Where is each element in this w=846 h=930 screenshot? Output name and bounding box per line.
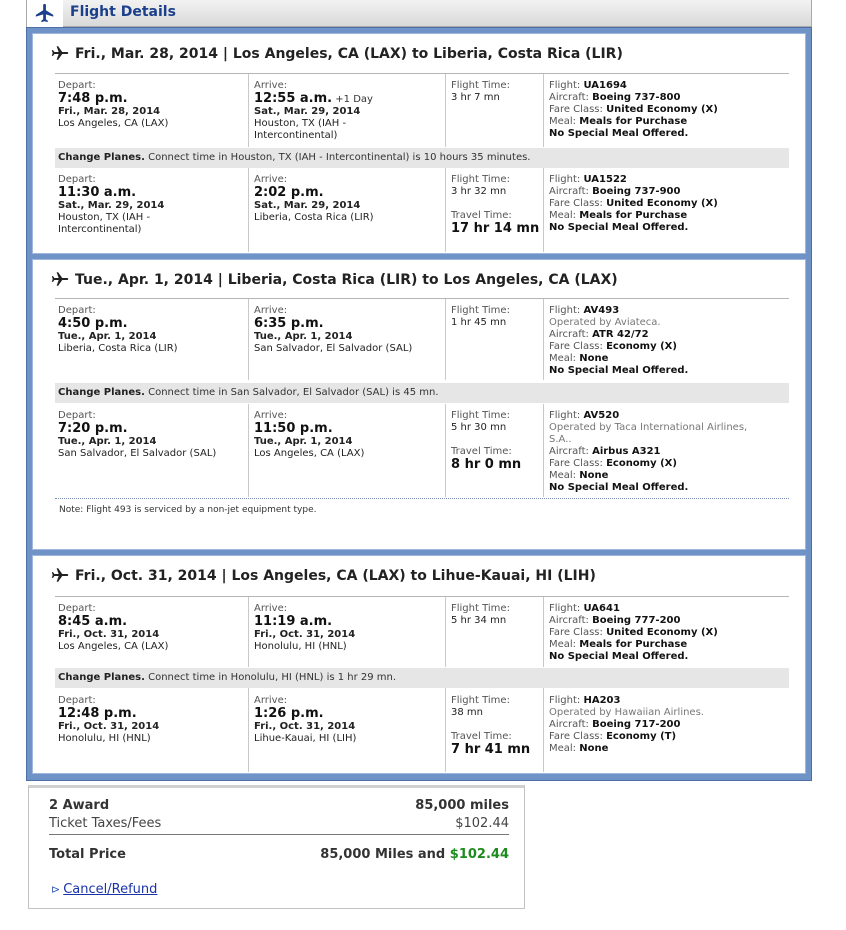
- flight-number: AV493: [583, 305, 620, 316]
- award-row: 2 Award 85,000 miles: [49, 798, 509, 813]
- travel-time: 17 hr 14 mn: [451, 221, 540, 236]
- column-divider: [445, 688, 446, 772]
- header-title: Flight Details: [70, 4, 176, 20]
- departure-time: 7:20 p.m.: [58, 421, 128, 436]
- segment-title: Tue., Apr. 1, 2014 | Liberia, Costa Rica (LIR) to Los Angeles, CA (LAX): [51, 272, 618, 288]
- flight-info-block: Flight: UA1522 Aircraft: Boeing 737-900 Fare Class: United Economy (X) Meal: Meals for Purchase No Special Meal Offered.: [549, 174, 718, 233]
- leg-divider: [55, 298, 789, 299]
- departure-block: Depart: 11:30 a.m. Sat., Mar. 29, 2014 Houston, TX (IAH - Intercontinental): [58, 174, 165, 235]
- dotted-divider: [55, 498, 789, 499]
- column-divider: [248, 74, 249, 147]
- leg-divider: [55, 596, 789, 597]
- arrival-block: Arrive: 2:02 p.m. Sat., Mar. 29, 2014 Liberia, Costa Rica (LIR): [254, 174, 374, 223]
- departure-block: Depart: 4:50 p.m. Tue., Apr. 1, 2014 Liberia, Costa Rica (LIR): [58, 305, 178, 354]
- arrival-time: 2:02 p.m.: [254, 185, 324, 200]
- total-cash: $102.44: [449, 847, 509, 862]
- flight-info-block: Flight: AV493 Operated by Aviateca. Aircraft: ATR 42/72 Fare Class: Economy (X) Meal: None No Special Meal Offered.: [549, 305, 689, 376]
- departure-block: Depart: 7:20 p.m. Tue., Apr. 1, 2014 San Salvador, El Salvador (SAL): [58, 410, 217, 459]
- segment-title: Fri., Mar. 28, 2014 | Los Angeles, CA (LAX) to Liberia, Costa Rica (LIR): [51, 46, 623, 62]
- equipment-note: Note: Flight 493 is serviced by a non-jet equipment type.: [59, 505, 317, 515]
- flight-time-block: Flight Time: 38 mn Travel Time: 7 hr 41 mn: [451, 695, 531, 757]
- arrival-block: Arrive: 6:35 p.m. Tue., Apr. 1, 2014 San Salvador, El Salvador (SAL): [254, 305, 413, 354]
- arrival-block: Arrive: 12:55 a.m. +1 Day Sat., Mar. 29, 2014 Houston, TX (IAH - Intercontinental): [254, 80, 373, 141]
- flight-number: UA1694: [583, 80, 627, 91]
- arrival-time: 12:55 a.m.: [254, 91, 333, 106]
- cancel-refund-link[interactable]: ⊳ Cancel/Refund: [51, 882, 158, 897]
- flight-info-block: Flight: HA203 Operated by Hawaiian Airlines. Aircraft: Boeing 717-200 Fare Class: Economy (T) Meal: None: [549, 695, 704, 754]
- flight-time-block: Flight Time: 3 hr 7 mn: [451, 80, 510, 103]
- plane-icon: [51, 568, 75, 584]
- travel-time: 7 hr 41 mn: [451, 742, 531, 757]
- leg-divider: [55, 73, 789, 74]
- arrival-time: 1:26 p.m.: [254, 706, 324, 721]
- column-divider: [543, 597, 544, 667]
- column-divider: [445, 168, 446, 252]
- flight-number: HA203: [583, 695, 621, 706]
- segment-1: [32, 33, 806, 254]
- arrival-time: 11:19 a.m.: [254, 614, 333, 629]
- column-divider: [248, 168, 249, 252]
- arrival-block: Arrive: 1:26 p.m. Fri., Oct. 31, 2014 Lihue-Kauai, HI (LIH): [254, 695, 357, 744]
- column-divider: [248, 688, 249, 772]
- departure-block: Depart: 8:45 a.m. Fri., Oct. 31, 2014 Los Angeles, CA (LAX): [58, 603, 169, 652]
- flight-info-block: Flight: UA1694 Aircraft: Boeing 737-800 Fare Class: United Economy (X) Meal: Meals for Purchase No Special Meal Offered.: [549, 80, 718, 139]
- segment-2: [32, 259, 806, 550]
- flight-details-header: [26, 0, 812, 27]
- plus-day-badge: +1 Day: [335, 94, 373, 105]
- plane-icon: [51, 272, 75, 288]
- flight-time-block: Flight Time: 5 hr 30 mn Travel Time: 8 hr 0 mn: [451, 410, 522, 472]
- segment-title: Fri., Oct. 31, 2014 | Los Angeles, CA (LAX) to Lihue-Kauai, HI (LIH): [51, 568, 596, 584]
- change-planes-bar: Change Planes. Connect time in Houston, TX (IAH - Intercontinental) is 10 hours 35 minutes.: [55, 148, 789, 168]
- segment-3: [32, 555, 806, 774]
- arrival-block: Arrive: 11:50 p.m. Tue., Apr. 1, 2014 Los Angeles, CA (LAX): [254, 410, 365, 459]
- departure-time: 7:48 p.m.: [58, 91, 128, 106]
- flight-time-block: Flight Time: 1 hr 45 mn: [451, 305, 510, 328]
- departure-block: Depart: 12:48 p.m. Fri., Oct. 31, 2014 Honolulu, HI (HNL): [58, 695, 160, 744]
- plane-icon: [51, 46, 75, 62]
- travel-time: 8 hr 0 mn: [451, 457, 522, 472]
- departure-block: Depart: 7:48 p.m. Fri., Mar. 28, 2014 Los Angeles, CA (LAX): [58, 80, 169, 129]
- flight-info-block: Flight: UA641 Aircraft: Boeing 777-200 Fare Class: United Economy (X) Meal: Meals for Purchase No Special Meal Offered.: [549, 603, 718, 662]
- flight-time-block: Flight Time: 3 hr 32 mn Travel Time: 17 hr 14 mn: [451, 174, 540, 236]
- column-divider: [543, 74, 544, 147]
- column-divider: [248, 597, 249, 667]
- arrival-block: Arrive: 11:19 a.m. Fri., Oct. 31, 2014 Honolulu, HI (HNL): [254, 603, 356, 652]
- departure-time: 11:30 a.m.: [58, 185, 137, 200]
- column-divider: [445, 74, 446, 147]
- change-planes-bar: Change Planes. Connect time in San Salvador, El Salvador (SAL) is 45 mn.: [55, 383, 789, 403]
- flight-info-block: Flight: AV520 Operated by Taca International Airlines, S.A.. Aircraft: Airbus A321 Fare Class: Economy (X) Meal: None No Special Meal Offered.: [549, 410, 748, 493]
- flight-number: UA641: [583, 603, 620, 614]
- departure-time: 8:45 a.m.: [58, 614, 128, 629]
- column-divider: [248, 404, 249, 497]
- arrival-time: 6:35 p.m.: [254, 316, 324, 331]
- departure-time: 12:48 p.m.: [58, 706, 137, 721]
- column-divider: [543, 299, 544, 380]
- link-arrow-icon: ⊳: [51, 883, 61, 896]
- column-divider: [248, 299, 249, 380]
- column-divider: [543, 688, 544, 772]
- departure-time: 4:50 p.m.: [58, 316, 128, 331]
- column-divider: [445, 404, 446, 497]
- column-divider: [543, 404, 544, 497]
- total-price-row: Total Price 85,000 Miles and $102.44: [49, 847, 509, 862]
- flight-number: UA1522: [583, 174, 627, 185]
- change-planes-bar: Change Planes. Connect time in Honolulu, HI (HNL) is 1 hr 29 mn.: [55, 668, 789, 688]
- price-summary: [28, 785, 525, 909]
- arrival-time: 11:50 p.m.: [254, 421, 333, 436]
- column-divider: [445, 299, 446, 380]
- flight-time-block: Flight Time: 5 hr 34 mn: [451, 603, 510, 626]
- taxes-row: Ticket Taxes/Fees $102.44: [49, 816, 509, 831]
- itinerary-panel: [26, 27, 812, 781]
- flight-number: AV520: [583, 410, 620, 421]
- column-divider: [445, 597, 446, 667]
- header-plane-icon: [27, 0, 63, 27]
- total-divider: [49, 834, 509, 835]
- column-divider: [543, 168, 544, 252]
